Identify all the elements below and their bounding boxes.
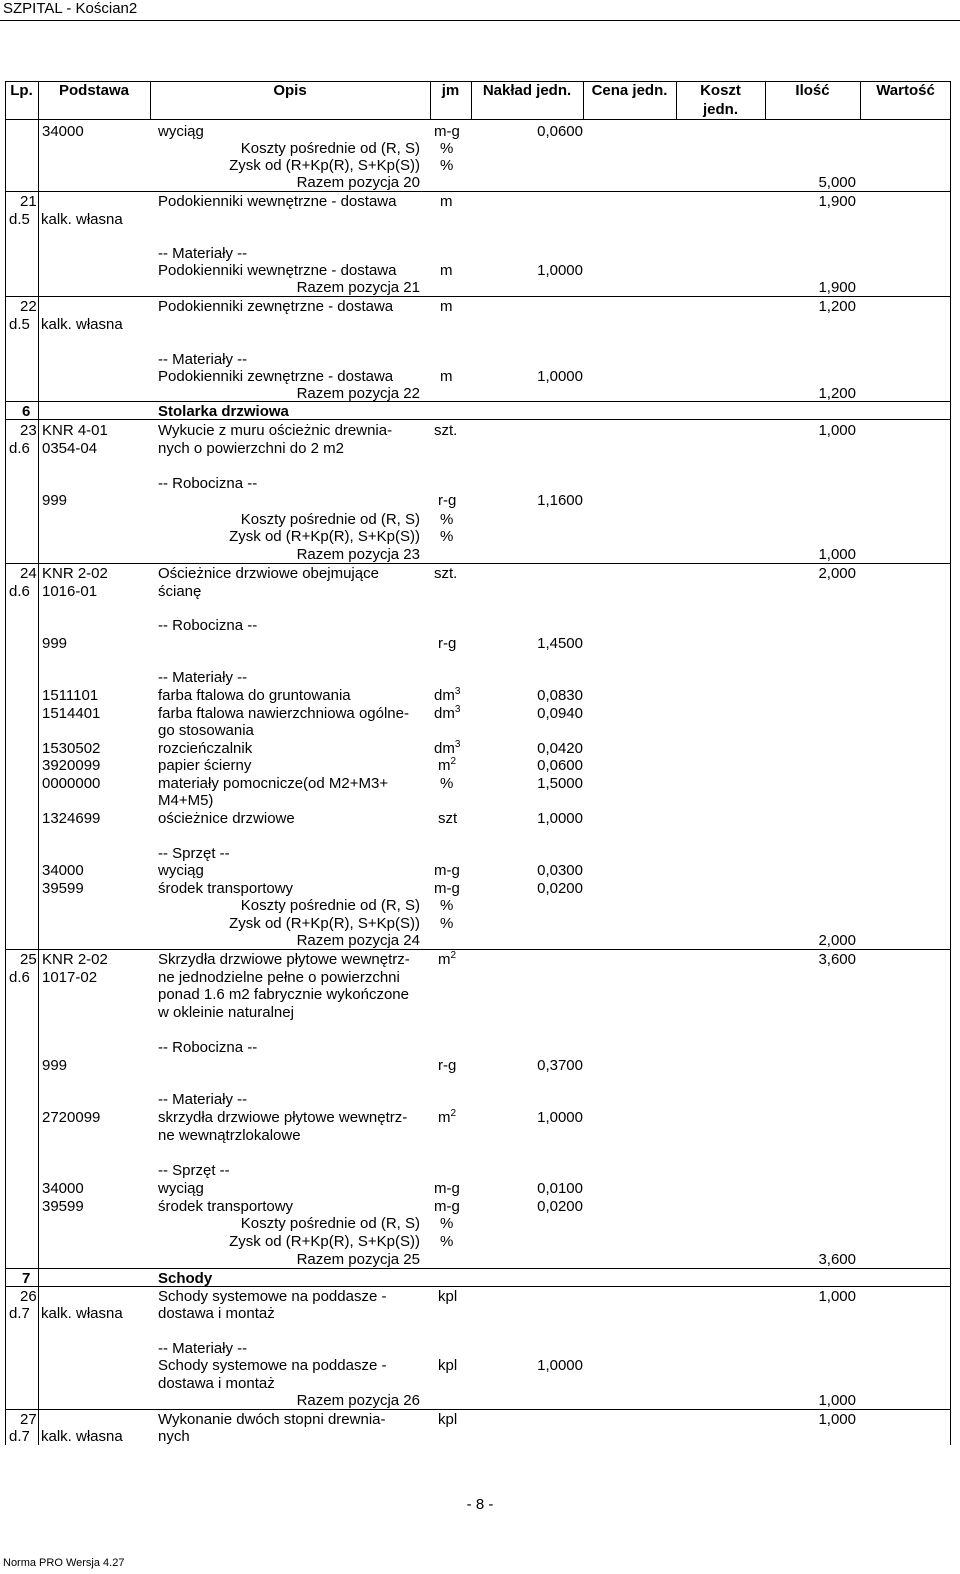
resource-name: wyciąg [158,123,204,140]
labour-norm: 1,1600 [537,492,583,509]
material-name: rozcieńczalnik [158,740,253,757]
position-number: 26 [20,1288,37,1305]
overhead-label: Koszty pośrednie od (R, S) [240,1215,420,1232]
position-basis: kalk. własna [41,211,123,228]
position-total-quantity: 1,000 [818,1392,856,1409]
column-header-opis: Opis [273,82,307,99]
material-unit: % [440,775,454,792]
position-description: Podokienniki zewnętrzne - dostawa [158,298,394,315]
equipment-name: wyciąg [158,862,204,879]
material-unit-base: dm [434,687,455,704]
position-description-cont: nych o powierzchni do 2 m2 [158,440,344,457]
position-total-quantity: 1,200 [818,385,856,402]
section-title: Stolarka drzwiowa [158,403,289,420]
position-unit: szt. [434,422,458,439]
position-description: Wykucie z muru ościeżnic drewnia- [158,422,393,439]
position-description: Wykonanie dwóch stopni drewnia- [158,1411,386,1428]
position-quantity: 1,000 [818,1288,856,1305]
overhead-label: Koszty pośrednie od (R, S) [240,140,420,157]
material-name: Podokienniki wewnętrzne - dostawa [158,262,397,279]
equipment-code: 34000 [42,862,84,879]
material-unit [434,740,460,757]
material-unit [434,687,460,704]
overhead-unit: % [440,897,454,914]
material-unit [438,757,456,774]
position-description: Skrzydła drzwiowe płytowe wewnętrz- [158,951,410,968]
position-basis-code: 0354-04 [42,440,98,457]
position-number: 21 [20,193,37,210]
material-name: materiały pomocnicze(od M2+M3+ [158,775,389,792]
position-description-cont: dostawa i montaż [158,1305,275,1322]
labour-heading: -- Robocizna -- [158,617,258,634]
column-header-podstawa: Podstawa [58,82,130,99]
row-separator [5,296,951,297]
position-basis: KNR 2-02 [42,951,108,968]
equipment-heading: -- Sprzęt -- [158,845,230,862]
overhead-label: Koszty pośrednie od (R, S) [240,511,420,528]
material-code: 2720099 [42,1109,101,1126]
position-unit: m [440,193,453,210]
labour-norm: 1,4500 [537,635,583,652]
section-title: Schody [158,1270,213,1287]
column-header-cena: Cena jedn. [591,82,668,99]
material-norm: 1,0000 [537,1109,583,1126]
row-separator [5,1409,951,1410]
overhead-unit: % [440,511,454,528]
labour-norm: 0,3700 [537,1057,583,1074]
position-description-cont: ne jednodzielne pełne o powierzchni [158,969,400,986]
material-norm: 1,0000 [537,262,583,279]
materials-heading: -- Materiały -- [158,351,248,368]
page-number: - 8 - [466,1496,494,1513]
position-total-quantity: 1,900 [818,279,856,296]
profit-unit: % [440,528,454,545]
material-name: papier ścierny [158,757,252,774]
material-unit: m [440,262,453,279]
material-unit-base: dm [434,740,455,757]
column-header-koszt-line2: jedn. [702,101,738,118]
position-description: Podokienniki wewnętrzne - dostawa [158,193,397,210]
material-unit-exponent: 3 [454,704,461,715]
position-section: d.7 [9,1305,30,1322]
material-name-cont: go stosowania [158,722,254,739]
material-code: 1511101 [42,687,99,704]
position-total-label: Razem pozycja 25 [296,1251,420,1268]
position-unit-base: m [438,951,451,968]
material-unit [434,705,460,722]
materials-heading: -- Materiały -- [158,245,248,262]
labour-unit: r-g [438,635,457,652]
material-name: ościeżnice drzwiowe [158,810,295,827]
position-quantity: 1,000 [818,422,856,439]
position-section: d.7 [9,1428,30,1445]
position-section: d.6 [9,583,30,600]
profit-unit: % [440,157,454,174]
position-total-label: Razem pozycja 26 [296,1392,420,1409]
column-header-ilosc: Ilość [795,82,830,99]
material-unit: szt [438,810,458,827]
position-quantity: 2,000 [818,565,856,582]
position-description-cont: ścianę [158,583,202,600]
equipment-name: środek transportowy [158,880,294,897]
equipment-heading: -- Sprzęt -- [158,1162,230,1179]
row-separator [5,949,951,950]
equipment-unit: m-g [434,1180,460,1197]
labour-heading: -- Robocizna -- [158,475,258,492]
material-name: Podokienniki zewnętrzne - dostawa [158,368,394,385]
position-basis: KNR 2-02 [42,565,108,582]
row-separator [5,563,951,564]
material-name: skrzydła drzwiowe płytowe wewnętrz- [158,1109,408,1126]
equipment-norm: 0,0300 [537,862,583,879]
labour-unit: r-g [438,1057,457,1074]
overhead-label: Koszty pośrednie od (R, S) [240,897,420,914]
profit-label: Zysk od (R+Kp(R), S+Kp(S)) [229,1233,420,1250]
material-code: 1514401 [42,705,101,722]
position-number: 22 [20,298,37,315]
position-number: 25 [20,951,37,968]
position-number: 23 [20,422,37,439]
material-unit-base: dm [434,705,455,722]
position-basis: kalk. własna [41,1428,123,1445]
position-description: Schody systemowe na poddasze - [158,1288,387,1305]
equipment-unit: m-g [434,880,460,897]
resource-norm: 0,0600 [537,123,583,140]
row-separator [5,1286,951,1287]
position-basis: KNR 4-01 [42,422,108,439]
position-unit-exponent: 2 [450,950,457,961]
document-title: SZPITAL - Kościan2 [3,0,138,17]
overhead-unit: % [440,140,454,157]
column-header-lp: Lp. [10,82,33,99]
position-total-quantity: 2,000 [818,932,856,949]
position-quantity: 1,200 [818,298,856,315]
material-unit [438,1109,456,1126]
equipment-norm: 0,0200 [537,1198,583,1215]
header-divider [0,20,960,21]
material-code: 1530502 [42,740,101,757]
resource-unit: m-g [434,123,460,140]
position-total-quantity: 5,000 [818,174,856,191]
labour-unit: r-g [438,492,457,509]
material-unit-base: m [438,1109,451,1126]
column-header-koszt [676,81,765,119]
material-norm: 0,0600 [537,757,583,774]
labour-code: 999 [42,635,68,652]
material-code: 3920099 [42,757,101,774]
position-quantity: 1,900 [818,193,856,210]
labour-code: 999 [42,492,68,509]
position-basis: kalk. własna [41,1305,123,1322]
overhead-unit: % [440,1215,454,1232]
position-quantity: 3,600 [818,951,856,968]
position-total-label: Razem pozycja 24 [296,932,420,949]
position-description-cont: ponad 1.6 m2 fabrycznie wykończone [158,986,409,1003]
materials-heading: -- Materiały -- [158,1340,248,1357]
position-unit [438,951,456,968]
position-total-quantity: 3,600 [818,1251,856,1268]
position-section: d.5 [9,316,30,333]
material-unit: kpl [438,1357,458,1374]
column-header-wartosc: Wartość [876,82,935,99]
col-divider-lp [38,81,39,1445]
column-header-jm: jm [441,82,460,99]
equipment-code: 39599 [42,1198,84,1215]
material-unit-exponent: 3 [454,686,461,697]
equipment-name: środek transportowy [158,1198,294,1215]
equipment-unit: m-g [434,1198,460,1215]
profit-label: Zysk od (R+Kp(R), S+Kp(S)) [229,528,420,545]
position-basis-code: 1016-01 [42,583,98,600]
position-section: d.6 [9,440,30,457]
equipment-norm: 0,0200 [537,880,583,897]
labour-heading: -- Robocizna -- [158,1039,258,1056]
position-section: d.6 [9,969,30,986]
header-separator [5,119,951,120]
labour-code: 999 [42,1057,68,1074]
position-quantity: 1,000 [818,1411,856,1428]
profit-label: Zysk od (R+Kp(R), S+Kp(S)) [229,157,420,174]
position-basis-code: 1017-02 [42,969,98,986]
material-norm: 0,0940 [537,705,583,722]
position-total-label: Razem pozycja 23 [296,546,420,563]
column-header-koszt-line1: Koszt [700,82,741,99]
position-total-quantity: 1,000 [818,546,856,563]
row-separator [5,191,951,192]
equipment-code: 34000 [42,1180,84,1197]
equipment-name: wyciąg [158,1180,204,1197]
material-norm: 0,0830 [537,687,583,704]
profit-label: Zysk od (R+Kp(R), S+Kp(S)) [229,915,420,932]
position-description-cont: nych [158,1428,190,1445]
material-name-cont: M4+M5) [158,792,214,809]
materials-heading: -- Materiały -- [158,1091,248,1108]
position-unit: m [440,298,453,315]
position-basis: kalk. własna [41,316,123,333]
position-total-label: Razem pozycja 21 [296,279,420,296]
section-number: 7 [22,1270,31,1287]
material-code: 1324699 [42,810,101,827]
position-description: Ościeżnice drzwiowe obejmujące [158,565,379,582]
position-section: d.5 [9,211,30,228]
material-norm: 1,0000 [537,1357,583,1374]
equipment-unit: m-g [434,862,460,879]
profit-unit: % [440,1233,454,1250]
position-total-label: Razem pozycja 20 [296,174,420,191]
material-unit-exponent: 3 [454,739,461,750]
equipment-code: 39599 [42,880,84,897]
material-norm: 1,0000 [537,810,583,827]
materials-heading: -- Materiały -- [158,669,248,686]
position-total-label: Razem pozycja 22 [296,385,420,402]
row-separator [5,419,951,420]
profit-unit: % [440,915,454,932]
resource-code: 34000 [42,123,84,140]
material-code: 0000000 [42,775,101,792]
row-separator [5,1268,951,1269]
material-name: farba ftalowa nawierzchniowa ogólne- [158,705,409,722]
position-unit: kpl [438,1411,458,1428]
material-unit-exponent: 2 [450,756,457,767]
material-norm: 1,5000 [537,775,583,792]
material-unit-base: m [438,757,451,774]
equipment-norm: 0,0100 [537,1180,583,1197]
column-header-naklad: Nakład jedn. [482,82,572,99]
material-unit-exponent: 2 [450,1108,457,1119]
material-name: farba ftalowa do gruntowania [158,687,351,704]
position-number: 27 [20,1411,37,1428]
position-number: 24 [20,565,37,582]
position-description-cont: w okleinie naturalnej [158,1004,294,1021]
section-number: 6 [22,403,31,420]
material-name-cont: ne wewnątrzlokalowe [158,1127,301,1144]
software-footer: Norma PRO Wersja 4.27 [3,1557,125,1569]
material-name-cont: dostawa i montaż [158,1375,275,1392]
material-norm: 0,0420 [537,740,583,757]
material-unit: m [440,368,453,385]
material-norm: 1,0000 [537,368,583,385]
position-unit: kpl [438,1288,458,1305]
material-name: Schody systemowe na poddasze - [158,1357,387,1374]
position-unit: szt. [434,565,458,582]
